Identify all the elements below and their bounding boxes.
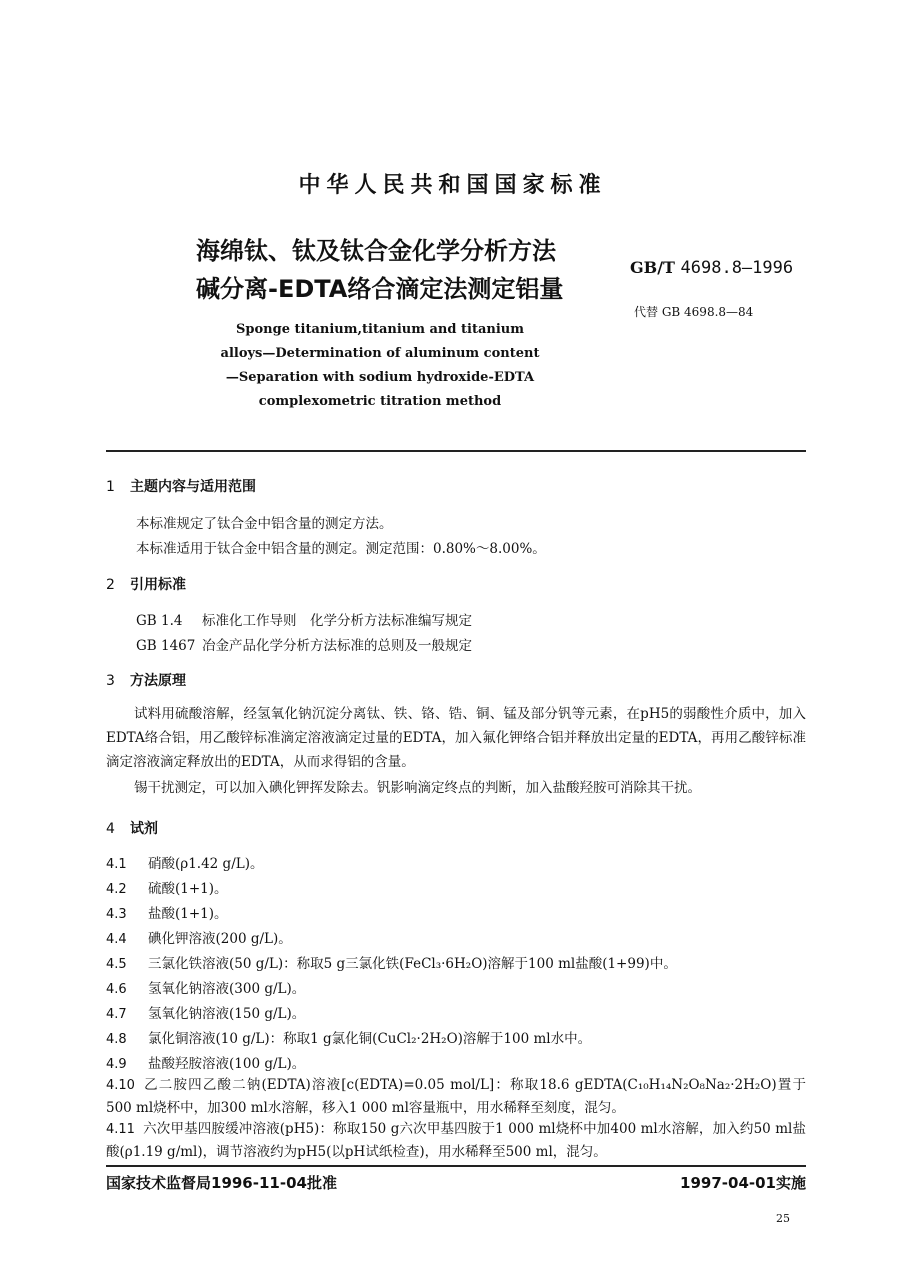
reagent-number: 4.3 xyxy=(106,907,127,922)
reference-title: 冶金产品化学分析方法标准的总则及一般规定 xyxy=(202,638,472,654)
reference-item xyxy=(136,609,472,629)
section-1-number: 1 xyxy=(106,479,115,495)
standard-code xyxy=(630,258,793,278)
reagent-text: 氢氧化钠溶液(300 g/L)。 xyxy=(148,981,306,997)
reagent-text: 硝酸(ρ1.42 g/L)。 xyxy=(148,856,264,872)
section-4-heading xyxy=(106,818,158,838)
reagent-text: 碘化钾溶液(200 g/L)。 xyxy=(148,931,292,947)
reagent-text: 氢氧化钠溶液(150 g/L)。 xyxy=(148,1006,306,1022)
title-cn-line-1: 海绵钛、钛及钛合金化学分析方法 xyxy=(196,237,556,265)
reagent-text: 氯化铜溶液(10 g/L)：称取1 g氯化铜(CuCl₂·2H₂O)溶解于100 ml水中。 xyxy=(148,1031,592,1047)
reagent-text: 六次甲基四胺缓冲溶液(pH5)：称取150 g六次甲基四胺于1 000 ml烧杯中加400 ml水溶解，加入约50 ml盐酸(ρ1.19 g/ml)，调节溶液约为pH5(以pH试纸检查)，用水稀释至500 ml，混匀。 xyxy=(106,1121,806,1160)
section-3-number: 3 xyxy=(106,673,115,689)
reagent-number: 4.10 xyxy=(106,1078,135,1093)
reference-item xyxy=(136,634,472,654)
reagent-text: 盐酸羟胺溶液(100 g/L)。 xyxy=(148,1056,306,1072)
implementation-date: 1997-04-01实施 xyxy=(680,1174,806,1192)
replaces-note: 代替 GB 4698.8—84 xyxy=(634,305,754,319)
header-divider xyxy=(106,450,806,452)
standard-code-prefix: GB/T xyxy=(630,258,675,277)
reference-code: GB 1467 xyxy=(136,638,196,654)
reagent-text: 硫酸(1+1)。 xyxy=(148,881,228,897)
reagent-text: 乙二胺四乙酸二钠(EDTA)溶液[c(EDTA)=0.05 mol/L]：称取18.6 gEDTA(C₁₀H₁₄N₂O₈Na₂·2H₂O)置于500 ml烧杯中，加300 ml水溶解，移入1 000 ml容量瓶中，用水稀释至刻度，混匀。 xyxy=(106,1077,806,1116)
reagent-number: 4.6 xyxy=(106,982,127,997)
reagent-item xyxy=(106,852,263,872)
title-en-line-2: alloys—Determination of aluminum content xyxy=(220,346,540,361)
section-2-heading xyxy=(106,574,186,594)
document-title-chinese xyxy=(196,232,563,308)
title-en-line-1: Sponge titanium,titanium and titanium xyxy=(236,322,524,337)
footer-divider xyxy=(106,1165,806,1167)
reagent-item xyxy=(106,977,305,997)
reagent-item xyxy=(106,1074,806,1119)
reference-title: 标准化工作导则 化学分析方法标准编写规定 xyxy=(202,613,472,629)
reagent-item xyxy=(106,1052,305,1072)
reagent-number: 4.11 xyxy=(106,1122,135,1137)
section-2-number: 2 xyxy=(106,577,115,593)
section-4-number: 4 xyxy=(106,821,115,837)
section-2-title: 引用标准 xyxy=(130,577,186,593)
section-1-title: 主题内容与适用范围 xyxy=(130,479,256,495)
reagent-number: 4.4 xyxy=(106,932,127,947)
title-cn-line-2: 碱分离-EDTA络合滴定法测定铝量 xyxy=(196,275,564,303)
reagent-number: 4.1 xyxy=(106,857,127,872)
title-en-line-3: —Separation with sodium hydroxide-EDTA xyxy=(225,370,535,385)
document-title-english xyxy=(200,318,560,414)
reagent-item xyxy=(106,952,677,972)
section-3-paragraph-1: 试料用硫酸溶解，经氢氧化钠沉淀分离钛、铁、铬、锆、铜、锰及部分钒等元素，在pH5的弱酸性介质中，加入EDTA络合铝，用乙酸锌标准滴定溶液滴定过量的EDTA，加入氟化钾络合铝并释放出定量的EDTA，再用乙酸锌标准滴定溶液滴定释放出的EDTA，从而求得铝的含量。 xyxy=(106,706,806,770)
section-3-paragraph-2: 锡干扰测定，可以加入碘化钾挥发除去。钒影响滴定终点的判断，加入盐酸羟胺可消除其干扰。 xyxy=(134,780,701,796)
standard-code-number: 4698.8—1996 xyxy=(680,258,794,278)
reagent-number: 4.8 xyxy=(106,1032,127,1047)
section-3-heading xyxy=(106,670,186,690)
reagent-item xyxy=(106,902,228,922)
reagent-item xyxy=(106,1002,305,1022)
title-en-line-4: complexometric titration method xyxy=(258,394,502,409)
approval-statement: 国家技术监督局1996-11-04批准 xyxy=(106,1174,337,1192)
section-4-title: 试剂 xyxy=(130,821,158,837)
section-1-line-1: 本标准规定了钛合金中铝含量的测定方法。 xyxy=(136,516,393,532)
section-1-line-2: 本标准适用于钛合金中铝含量的测定。测定范围：0.80%～8.00%。 xyxy=(136,541,546,557)
reagent-item xyxy=(106,1027,591,1047)
page-number: 25 xyxy=(776,1212,790,1225)
national-standard-heading: 中华人民共和国国家标准 xyxy=(298,173,607,198)
reference-code: GB 1.4 xyxy=(136,613,183,629)
section-3-title: 方法原理 xyxy=(130,673,186,689)
reagent-item xyxy=(106,927,292,947)
reagent-text: 三氯化铁溶液(50 g/L)：称取5 g三氯化铁(FeCl₃·6H₂O)溶解于100 ml盐酸(1+99)中。 xyxy=(148,956,677,972)
reagent-number: 4.7 xyxy=(106,1007,127,1022)
reagent-text: 盐酸(1+1)。 xyxy=(148,906,228,922)
reagent-item xyxy=(106,1118,806,1163)
section-1-heading xyxy=(106,476,256,496)
reagent-item xyxy=(106,877,228,897)
reagent-number: 4.9 xyxy=(106,1057,127,1072)
reagent-number: 4.2 xyxy=(106,882,127,897)
reagent-number: 4.5 xyxy=(106,957,127,972)
